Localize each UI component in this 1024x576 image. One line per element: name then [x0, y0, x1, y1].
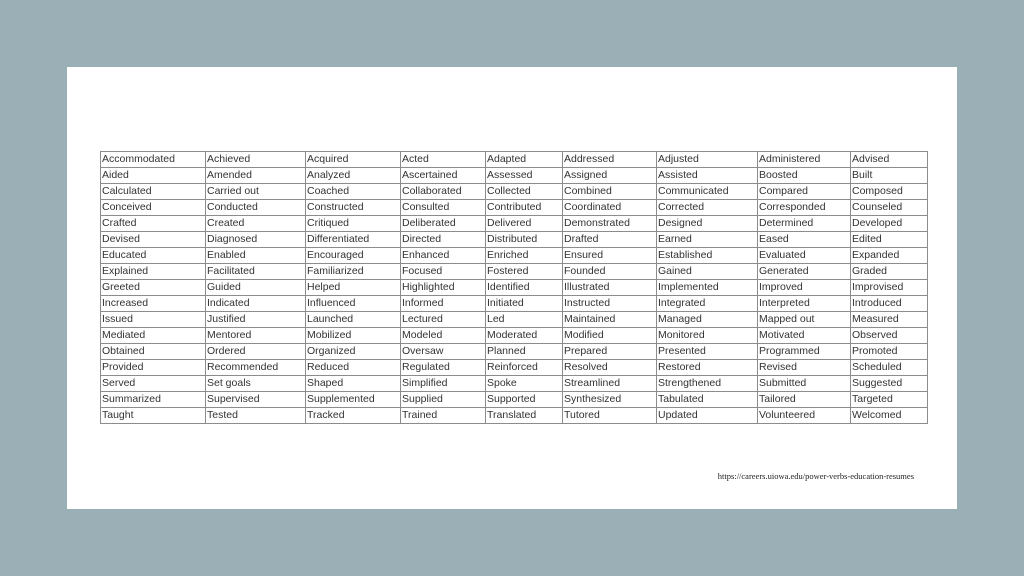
table-row: [101, 312, 928, 328]
table-cell: Created: [206, 216, 306, 232]
table-cell: Synthesized: [563, 392, 657, 408]
table-row: [101, 344, 928, 360]
table-cell: Edited: [851, 232, 928, 248]
table-cell: Crafted: [101, 216, 206, 232]
table-cell: Identified: [486, 280, 563, 296]
table-cell: Tracked: [306, 408, 401, 424]
table-cell: Assisted: [657, 168, 758, 184]
table-cell: Analyzed: [306, 168, 401, 184]
table-cell: Updated: [657, 408, 758, 424]
table-cell: Supplemented: [306, 392, 401, 408]
table-cell: Directed: [401, 232, 486, 248]
table-cell: Boosted: [758, 168, 851, 184]
table-cell: Modified: [563, 328, 657, 344]
table-cell: Supplied: [401, 392, 486, 408]
table-row: [101, 248, 928, 264]
table-cell: Suggested: [851, 376, 928, 392]
table-cell: Increased: [101, 296, 206, 312]
table-row: [101, 264, 928, 280]
table-cell: Spoke: [486, 376, 563, 392]
table-cell: Tested: [206, 408, 306, 424]
table-cell: Motivated: [758, 328, 851, 344]
table-cell: Amended: [206, 168, 306, 184]
table-cell: Fostered: [486, 264, 563, 280]
table-cell: Improvised: [851, 280, 928, 296]
table-cell: Drafted: [563, 232, 657, 248]
table-cell: Presented: [657, 344, 758, 360]
table-cell: Advised: [851, 152, 928, 168]
power-verbs-table: [100, 151, 928, 424]
table-cell: Served: [101, 376, 206, 392]
table-cell: Determined: [758, 216, 851, 232]
table-cell: Delivered: [486, 216, 563, 232]
table-cell: Aided: [101, 168, 206, 184]
table-row: [101, 168, 928, 184]
table-cell: Corrected: [657, 200, 758, 216]
table-cell: Provided: [101, 360, 206, 376]
table-cell: Developed: [851, 216, 928, 232]
table-cell: Assigned: [563, 168, 657, 184]
table-cell: Enabled: [206, 248, 306, 264]
table-cell: Resolved: [563, 360, 657, 376]
table-cell: Adapted: [486, 152, 563, 168]
table-cell: Tailored: [758, 392, 851, 408]
table-cell: Collaborated: [401, 184, 486, 200]
table-cell: Coached: [306, 184, 401, 200]
table-cell: Regulated: [401, 360, 486, 376]
table-cell: Highlighted: [401, 280, 486, 296]
table-cell: Consulted: [401, 200, 486, 216]
table-cell: Initiated: [486, 296, 563, 312]
table-cell: Submitted: [758, 376, 851, 392]
table-cell: Supported: [486, 392, 563, 408]
table-cell: Planned: [486, 344, 563, 360]
table-cell: Streamlined: [563, 376, 657, 392]
table-cell: Translated: [486, 408, 563, 424]
table-row: [101, 408, 928, 424]
table-cell: Lectured: [401, 312, 486, 328]
table-cell: Taught: [101, 408, 206, 424]
table-cell: Mediated: [101, 328, 206, 344]
table-cell: Supervised: [206, 392, 306, 408]
table-cell: Introduced: [851, 296, 928, 312]
table-cell: Deliberated: [401, 216, 486, 232]
table-cell: Greeted: [101, 280, 206, 296]
table-cell: Monitored: [657, 328, 758, 344]
table-cell: Launched: [306, 312, 401, 328]
table-cell: Guided: [206, 280, 306, 296]
table-cell: Collected: [486, 184, 563, 200]
table-row: [101, 376, 928, 392]
table-body: [101, 152, 928, 424]
table-cell: Administered: [758, 152, 851, 168]
table-cell: Tutored: [563, 408, 657, 424]
table-cell: Demonstrated: [563, 216, 657, 232]
table-cell: Assessed: [486, 168, 563, 184]
table-cell: Mentored: [206, 328, 306, 344]
table-cell: Maintained: [563, 312, 657, 328]
table-cell: Interpreted: [758, 296, 851, 312]
table-cell: Set goals: [206, 376, 306, 392]
table-cell: Accommodated: [101, 152, 206, 168]
table-cell: Composed: [851, 184, 928, 200]
table-cell: Enhanced: [401, 248, 486, 264]
table-cell: Eased: [758, 232, 851, 248]
table-cell: Programmed: [758, 344, 851, 360]
table-cell: Simplified: [401, 376, 486, 392]
slide: [67, 67, 957, 509]
table-cell: Ensured: [563, 248, 657, 264]
table-cell: Indicated: [206, 296, 306, 312]
table-cell: Devised: [101, 232, 206, 248]
table-cell: Enriched: [486, 248, 563, 264]
table-cell: Facilitated: [206, 264, 306, 280]
table-cell: Designed: [657, 216, 758, 232]
table-cell: Welcomed: [851, 408, 928, 424]
table-row: [101, 328, 928, 344]
table-cell: Expanded: [851, 248, 928, 264]
table-cell: Moderated: [486, 328, 563, 344]
table-cell: Constructed: [306, 200, 401, 216]
table-cell: Gained: [657, 264, 758, 280]
table-cell: Targeted: [851, 392, 928, 408]
table-cell: Addressed: [563, 152, 657, 168]
table-cell: Trained: [401, 408, 486, 424]
table-cell: Strengthened: [657, 376, 758, 392]
table-cell: Communicated: [657, 184, 758, 200]
table-cell: Illustrated: [563, 280, 657, 296]
table-cell: Modeled: [401, 328, 486, 344]
table-cell: Conducted: [206, 200, 306, 216]
table-cell: Revised: [758, 360, 851, 376]
table-cell: Carried out: [206, 184, 306, 200]
table-cell: Organized: [306, 344, 401, 360]
table-cell: Educated: [101, 248, 206, 264]
table-cell: Contributed: [486, 200, 563, 216]
table-row: [101, 360, 928, 376]
table-cell: Helped: [306, 280, 401, 296]
table-row: [101, 184, 928, 200]
table-cell: Distributed: [486, 232, 563, 248]
table-cell: Earned: [657, 232, 758, 248]
table-cell: Measured: [851, 312, 928, 328]
table-cell: Restored: [657, 360, 758, 376]
table-cell: Calculated: [101, 184, 206, 200]
table-cell: Observed: [851, 328, 928, 344]
table-cell: Reinforced: [486, 360, 563, 376]
table-cell: Evaluated: [758, 248, 851, 264]
table-cell: Reduced: [306, 360, 401, 376]
table-cell: Scheduled: [851, 360, 928, 376]
table-cell: Combined: [563, 184, 657, 200]
table-cell: Instructed: [563, 296, 657, 312]
table-row: [101, 392, 928, 408]
table-cell: Graded: [851, 264, 928, 280]
table-cell: Built: [851, 168, 928, 184]
table-cell: Corresponded: [758, 200, 851, 216]
table-cell: Informed: [401, 296, 486, 312]
table-cell: Familiarized: [306, 264, 401, 280]
table-cell: Implemented: [657, 280, 758, 296]
table-cell: Obtained: [101, 344, 206, 360]
table-cell: Coordinated: [563, 200, 657, 216]
table-row: [101, 280, 928, 296]
table-cell: Managed: [657, 312, 758, 328]
table-cell: Integrated: [657, 296, 758, 312]
table-cell: Diagnosed: [206, 232, 306, 248]
table-cell: Issued: [101, 312, 206, 328]
table-cell: Justified: [206, 312, 306, 328]
table-cell: Conceived: [101, 200, 206, 216]
table-cell: Tabulated: [657, 392, 758, 408]
table-row: [101, 232, 928, 248]
table-cell: Acted: [401, 152, 486, 168]
table-cell: Founded: [563, 264, 657, 280]
table-cell: Focused: [401, 264, 486, 280]
table-cell: Summarized: [101, 392, 206, 408]
table-cell: Shaped: [306, 376, 401, 392]
table-cell: Adjusted: [657, 152, 758, 168]
table-cell: Oversaw: [401, 344, 486, 360]
table-cell: Volunteered: [758, 408, 851, 424]
source-url: https://careers.uiowa.edu/power-verbs-education-resumes: [717, 471, 914, 481]
table-row: [101, 216, 928, 232]
table-cell: Prepared: [563, 344, 657, 360]
table-cell: Differentiated: [306, 232, 401, 248]
table-cell: Achieved: [206, 152, 306, 168]
table-cell: Encouraged: [306, 248, 401, 264]
table-cell: Explained: [101, 264, 206, 280]
table-cell: Critiqued: [306, 216, 401, 232]
table-cell: Recommended: [206, 360, 306, 376]
table-cell: Improved: [758, 280, 851, 296]
table-cell: Promoted: [851, 344, 928, 360]
table-cell: Led: [486, 312, 563, 328]
table-row: [101, 200, 928, 216]
table-cell: Ordered: [206, 344, 306, 360]
table-row: [101, 296, 928, 312]
table-cell: Counseled: [851, 200, 928, 216]
table-row: [101, 152, 928, 168]
table-cell: Generated: [758, 264, 851, 280]
table-cell: Ascertained: [401, 168, 486, 184]
table-cell: Mobilized: [306, 328, 401, 344]
table-cell: Compared: [758, 184, 851, 200]
table-cell: Established: [657, 248, 758, 264]
table-cell: Influenced: [306, 296, 401, 312]
table-cell: Mapped out: [758, 312, 851, 328]
table-cell: Acquired: [306, 152, 401, 168]
